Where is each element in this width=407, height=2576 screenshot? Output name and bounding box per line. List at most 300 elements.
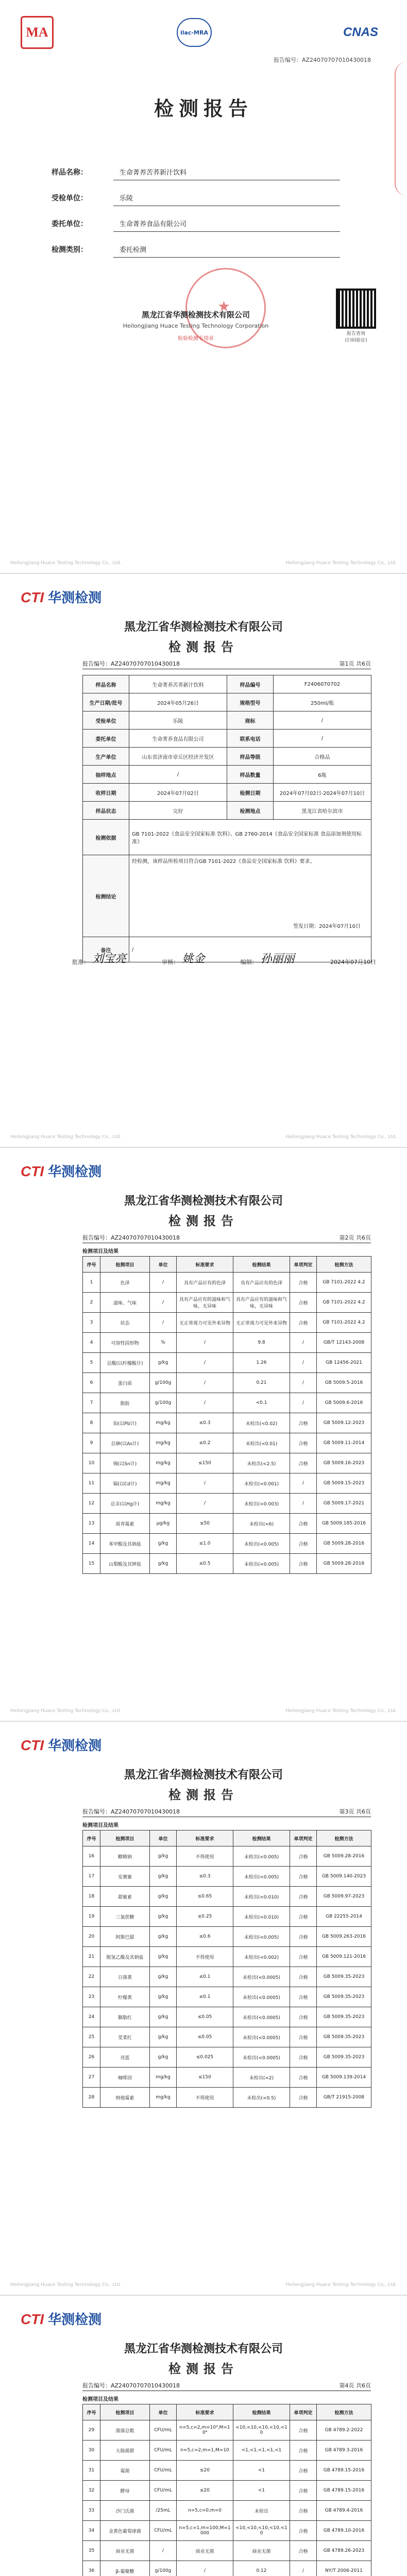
table-cell: <1 xyxy=(233,2461,290,2481)
results-table xyxy=(82,1256,371,1574)
table-cell: 35 xyxy=(83,2541,100,2561)
table-cell: / xyxy=(150,1313,177,1333)
table-cell: 日落黄 xyxy=(100,1967,150,1987)
table-cell: 15 xyxy=(83,1554,100,1574)
page-number: 第4页 共6页 xyxy=(339,2382,371,2389)
table-cell: ≤0.05 xyxy=(177,2007,233,2027)
table-row xyxy=(83,1967,371,1987)
table-cell: GB 5009.139-2014 xyxy=(317,2067,371,2088)
reviewer-signature: 姚金 xyxy=(182,953,205,965)
table-cell: 合格 xyxy=(290,1554,317,1574)
table-cell: /25mL xyxy=(150,2501,177,2521)
column-header: 标准要求 xyxy=(177,1831,233,1846)
column-header: 标准要求 xyxy=(177,1257,233,1273)
table-cell: 合格 xyxy=(290,1413,317,1433)
table-cell: GB 5009.97-2023 xyxy=(317,1887,371,1907)
table-cell: 合格 xyxy=(290,1967,317,1987)
column-header: 检测结果 xyxy=(233,1831,290,1846)
table-cell: CFU/mL xyxy=(150,2441,177,2461)
table-row xyxy=(83,1293,371,1313)
footer-right: Heilongjiang Huace Testing Technology Co., Ltd. xyxy=(285,1134,397,1140)
table-cell: 合格 xyxy=(290,2088,317,2108)
page-company: 黑龙江省华测检测技术有限公司 xyxy=(124,2343,283,2355)
page-report-no: 报告编号：AZ24070707010430018 xyxy=(82,1234,180,1241)
table-cell: 未检出(<0.005) xyxy=(233,1554,290,1574)
table-cell: 金黄色葡萄球菌 xyxy=(100,2521,150,2541)
table-cell: g/kg xyxy=(150,1534,177,1554)
cover-field-value: 生命菁养苦荞新汁饮料 xyxy=(113,167,340,180)
table-cell: 阿斯巴甜 xyxy=(100,1927,150,1947)
summary-value: 乐陵 xyxy=(129,711,227,730)
summary-row xyxy=(83,766,371,784)
table-cell: 未检出(<0.0005) xyxy=(233,2027,290,2047)
summary-row-basis xyxy=(83,820,371,855)
qr-code[interactable] xyxy=(336,289,376,329)
cover-field-value: 委托检测 xyxy=(113,244,340,258)
summary-value: 黑龙江省哈尔滨市 xyxy=(274,802,371,820)
page-meta xyxy=(82,1233,371,1242)
table-cell: 22 xyxy=(83,1967,100,1987)
cover-field-label: 委托单位： xyxy=(52,220,88,228)
table-cell: <1 xyxy=(233,2481,290,2501)
table-cell: 未检出(<0.0005) xyxy=(233,1967,290,1987)
table-row xyxy=(83,2007,371,2027)
table-cell: 18 xyxy=(83,1887,100,1907)
table-cell: 色泽 xyxy=(100,1273,150,1293)
table-cell: 合格 xyxy=(290,2027,317,2047)
table-row xyxy=(83,1393,371,1413)
table-cell: GB 4789.15-2016 xyxy=(317,2461,371,2481)
maker-label: 编制： xyxy=(240,959,258,965)
table-cell: <0.1 xyxy=(233,1393,290,1413)
summary-label: 抽样地点 xyxy=(83,766,129,784)
table-cell: 0.12 xyxy=(233,2561,290,2576)
summary-label: 联系电话 xyxy=(227,730,274,748)
table-cell: 24 xyxy=(83,2007,100,2027)
table-row xyxy=(83,1353,371,1373)
summary-value: 250ml/瓶 xyxy=(274,693,371,711)
conclusion-text: 经检测，该样品所检项目符合GB 7101-2022《食品安全国家标准 饮料》要求。 xyxy=(132,859,315,865)
summary-row xyxy=(83,693,371,711)
column-header: 单项判定 xyxy=(290,1257,317,1273)
table-cell: 8 xyxy=(83,1413,100,1433)
summary-label: 检测日期 xyxy=(227,784,274,802)
table-cell: ≤0.3 xyxy=(177,1867,233,1887)
table-cell: / xyxy=(290,2561,317,2576)
table-cell: 5 xyxy=(83,1353,100,1373)
table-row xyxy=(83,1453,371,1473)
results-section-title: 检测项目及结果 xyxy=(82,2397,118,2402)
table-cell: 具有产品应有的色泽 xyxy=(177,1273,233,1293)
summary-value: 完好 xyxy=(129,802,227,820)
table-cell: / xyxy=(177,1473,233,1494)
page-footer xyxy=(10,1708,397,1714)
table-cell: ≤0.1 xyxy=(177,1987,233,2007)
table-cell: GB 5009.16-2023 xyxy=(317,1453,371,1473)
report-number: 报告编号：AZ24070707010430018 xyxy=(273,57,371,63)
table-row xyxy=(83,1887,371,1907)
table-row xyxy=(83,1514,371,1534)
table-cell: 甜蜜素 xyxy=(100,1887,150,1907)
table-row xyxy=(83,1987,371,2007)
table-cell: GB 5009.12-2023 xyxy=(317,1413,371,1433)
table-cell: GB 7101-2022 4.2 xyxy=(317,1293,371,1313)
table-cell: 未检出(<0.005) xyxy=(233,1927,290,1947)
table-cell: GB/T 12143-2008 xyxy=(317,1333,371,1353)
table-cell: 合格 xyxy=(290,1453,317,1473)
table-row xyxy=(83,1333,371,1353)
table-cell: 2 xyxy=(83,1293,100,1313)
cover-field-value: 乐陵 xyxy=(113,193,340,206)
table-cell: / xyxy=(290,1494,317,1514)
table-cell: GB 7101-2022 4.2 xyxy=(317,1273,371,1293)
column-header: 序号 xyxy=(83,1831,100,1846)
table-cell: 23 xyxy=(83,1987,100,2007)
table-row xyxy=(83,1947,371,1967)
footer-right: Heilongjiang Huace Testing Technology Co., Ltd. xyxy=(285,1708,397,1714)
results-section-title: 检测项目及结果 xyxy=(82,1823,118,1828)
table-cell: 霉菌 xyxy=(100,2461,150,2481)
page-number: 第2页 共6页 xyxy=(339,1234,371,1241)
table-cell: / xyxy=(150,1293,177,1313)
table-cell: 未检出(<0.02) xyxy=(233,1413,290,1433)
table-cell: GB 7101-2022 4.2 xyxy=(317,1313,371,1333)
table-cell: CFU/mL xyxy=(150,2481,177,2501)
column-header: 检测方法 xyxy=(317,2404,371,2420)
table-cell: ≤150 xyxy=(177,2067,233,2088)
table-cell: 未检出 xyxy=(233,2501,290,2521)
table-cell: 脱氢乙酸及其钠盐 xyxy=(100,1947,150,1967)
table-cell: / xyxy=(290,1353,317,1373)
page-number: 第1页 共6页 xyxy=(339,660,371,667)
table-cell: 未检出(<0.0005) xyxy=(233,2047,290,2067)
footer-right: Heilongjiang Huace Testing Technology Co., Ltd. xyxy=(285,2282,397,2287)
column-header: 检测项目 xyxy=(100,1257,150,1273)
results-section-title: 检测项目及结果 xyxy=(82,1249,118,1255)
summary-value: 2024年07月02日 xyxy=(129,784,227,802)
table-cell: 合格 xyxy=(290,1887,317,1907)
table-cell: 19 xyxy=(83,1907,100,1927)
table-cell: / xyxy=(150,2541,177,2561)
table-cell: 合格 xyxy=(290,2481,317,2501)
table-cell: g/100g xyxy=(150,1373,177,1393)
results-page xyxy=(0,1148,407,1722)
column-header: 检测结果 xyxy=(233,2404,290,2420)
cover-page xyxy=(0,0,407,574)
summary-label: 规格型号 xyxy=(227,693,274,711)
qr-caption: 报告查询 (扫码验证) xyxy=(345,331,367,343)
column-header: 单位 xyxy=(150,1257,177,1273)
table-cell: 未检出(<0.003) xyxy=(233,1494,290,1514)
page-footer xyxy=(10,2282,397,2287)
table-cell: 蛋白质 xyxy=(100,1373,150,1393)
table-cell: CFU/mL xyxy=(150,2420,177,2441)
table-cell: GB 5009.140-2023 xyxy=(317,1867,371,1887)
cti-logo-text: CTI xyxy=(21,1737,44,1753)
issue-date: 签发日期：2024年07月10日 xyxy=(293,924,361,929)
summary-value: 合格品 xyxy=(274,748,371,766)
column-header: 序号 xyxy=(83,2404,100,2420)
cti-logo-cn: 华测检测 xyxy=(48,1738,102,1754)
table-cell: 总汞(以Hg计) xyxy=(100,1494,150,1514)
table-cell: 3 xyxy=(83,1313,100,1333)
table-cell: 21 xyxy=(83,1947,100,1967)
table-cell: <10,<10,<10,<10,<10 xyxy=(233,2420,290,2441)
table-cell: 未检出(<0.005) xyxy=(233,1846,290,1867)
table-cell: 展青霉素 xyxy=(100,1514,150,1534)
table-row xyxy=(83,2067,371,2088)
table-cell: GB 5009.185-2016 xyxy=(317,1514,371,1534)
table-cell: mg/kg xyxy=(150,1413,177,1433)
cti-logo-text: CTI xyxy=(21,589,44,605)
table-cell: g/kg xyxy=(150,1947,177,1967)
summary-remarks: / xyxy=(129,937,371,962)
results-header-row xyxy=(83,1257,371,1273)
table-cell: CFU/mL xyxy=(150,2461,177,2481)
summary-value: F2406070702 xyxy=(274,675,371,693)
table-cell: ≤0.025 xyxy=(177,2047,233,2067)
table-cell: ≤150 xyxy=(177,1453,233,1473)
footer-right: Heilongjiang Huace Testing Technology Co., Ltd. xyxy=(285,561,397,566)
table-cell: GB 5009.15-2023 xyxy=(317,1473,371,1494)
table-cell: 具有产品应有的滋味和气味，无异味 xyxy=(233,1293,290,1313)
table-cell: ≤0.05 xyxy=(177,2027,233,2047)
cover-field-label: 检测类别： xyxy=(52,246,88,254)
table-cell: GB 5009.5-2016 xyxy=(317,1373,371,1393)
table-cell: mg/kg xyxy=(150,1433,177,1453)
summary-label: 检测结论 xyxy=(83,855,129,937)
summary-value: / xyxy=(129,766,227,784)
summary-label: 样品状态 xyxy=(83,802,129,820)
page-company: 黑龙江省华测检测技术有限公司 xyxy=(124,621,283,634)
table-cell: 商业无菌 xyxy=(233,2541,290,2561)
table-cell: g/kg xyxy=(150,1887,177,1907)
summary-label: 受检单位 xyxy=(83,711,129,730)
table-row xyxy=(83,1907,371,1927)
table-cell: 未检出(<6) xyxy=(233,1514,290,1534)
table-row xyxy=(83,2561,371,2576)
table-cell: 糖精钠 xyxy=(100,1846,150,1867)
summary-value: 2024年07月02日-2024年07月10日 xyxy=(274,784,371,802)
seal-text: 检验检测专用章 xyxy=(178,336,214,342)
table-cell: GB 5009.17-2021 xyxy=(317,1494,371,1514)
column-header: 标准要求 xyxy=(177,2404,233,2420)
summary-basis: GB 7101-2022《食品安全国家标准 饮料》、GB 2760-2014《食品安全国家标准 食品添加剂使用标准》 xyxy=(129,820,371,855)
maker-block xyxy=(241,950,295,966)
table-row xyxy=(83,2420,371,2441)
table-cell: GB/T 21915-2008 xyxy=(317,2088,371,2108)
table-cell: n=5,c=2,m=10²,M=10⁴ xyxy=(177,2420,233,2441)
table-row xyxy=(83,1413,371,1433)
table-cell: g/kg xyxy=(150,1987,177,2007)
table-cell: g/kg xyxy=(150,1907,177,1927)
summary-value: 2024年05月26日 xyxy=(129,693,227,711)
table-cell: g/kg xyxy=(150,2027,177,2047)
table-cell: g/kg xyxy=(150,1353,177,1373)
table-cell: 合格 xyxy=(290,2047,317,2067)
table-row xyxy=(83,2027,371,2047)
table-cell: 三氯蔗糖 xyxy=(100,1907,150,1927)
approver-label: 批准： xyxy=(72,959,89,965)
table-cell: 合格 xyxy=(290,2441,317,2461)
table-cell: GB 5009.35-2023 xyxy=(317,2007,371,2027)
column-header: 检测项目 xyxy=(100,1831,150,1846)
table-cell: / xyxy=(177,1333,233,1353)
table-cell: mg/kg xyxy=(150,2067,177,2088)
table-cell: β-葡聚糖 xyxy=(100,2561,150,2576)
table-cell: 菌落总数 xyxy=(100,2420,150,2441)
table-cell: 未检出(<0.005) xyxy=(233,1534,290,1554)
table-cell: 柠檬黄 xyxy=(100,1987,150,2007)
table-row xyxy=(83,1273,371,1293)
table-cell: GB 5009.11-2014 xyxy=(317,1433,371,1453)
table-row xyxy=(83,2541,371,2561)
table-cell: CFU/mL xyxy=(150,2521,177,2541)
maker-signature: 孙丽丽 xyxy=(260,953,295,965)
table-cell: μg/kg xyxy=(150,1514,177,1534)
table-cell: ≤0.3 xyxy=(177,1413,233,1433)
table-cell: 合格 xyxy=(290,1293,317,1313)
signature-row xyxy=(72,950,376,966)
table-cell: 不得使用 xyxy=(177,2088,233,2108)
page-meta xyxy=(82,2381,371,2389)
table-cell: 咖啡因 xyxy=(100,2067,150,2088)
table-cell: 合格 xyxy=(290,2420,317,2441)
summary-label: 样品等级 xyxy=(227,748,274,766)
table-cell: <1,<1,<1,<1,<1 xyxy=(233,2441,290,2461)
table-cell: 纳他霉素 xyxy=(100,2088,150,2108)
table-cell: / xyxy=(177,1373,233,1393)
ilac-logo: ilac-MRA xyxy=(177,18,212,47)
cover-logos xyxy=(21,14,386,50)
table-cell: ≤0.65 xyxy=(177,1887,233,1907)
table-cell: mg/kg xyxy=(150,2088,177,2108)
table-row xyxy=(83,1846,371,1867)
cover-company-name-en: Heilongjiang Huace Testing Technology Corporation xyxy=(123,323,269,329)
cti-logo-text: CTI xyxy=(21,2311,44,2327)
table-cell: 商业无菌 xyxy=(177,2541,233,2561)
seal-star-icon: ★ xyxy=(217,298,231,315)
table-cell: 合格 xyxy=(290,2007,317,2027)
approver-block xyxy=(72,950,126,966)
page-footer xyxy=(10,1134,397,1140)
cover-field-inspected xyxy=(52,180,340,206)
table-cell: ≤0.25 xyxy=(177,1907,233,1927)
cover-field-label: 受检单位： xyxy=(52,194,88,202)
table-cell: GB 5009.6-2016 xyxy=(317,1393,371,1413)
table-cell: 11 xyxy=(83,1473,100,1494)
table-cell: 合格 xyxy=(290,1846,317,1867)
summary-label: 备注 xyxy=(83,937,129,962)
table-cell: 未检出(<0.002) xyxy=(233,1947,290,1967)
table-cell: 不得使用 xyxy=(177,1846,233,1867)
results-header-row xyxy=(83,1831,371,1846)
table-cell: GB 4789.26-2023 xyxy=(317,2541,371,2561)
table-cell: 未检出(<2.5) xyxy=(233,1453,290,1473)
page-company: 黑龙江省华测检测技术有限公司 xyxy=(124,1769,283,1782)
table-cell: 32 xyxy=(83,2481,100,2501)
table-cell: 商业无菌 xyxy=(100,2541,150,2561)
table-cell: 合格 xyxy=(290,2461,317,2481)
table-cell: GB 4789.3-2016 xyxy=(317,2441,371,2461)
table-cell: GB 5009.28-2016 xyxy=(317,1846,371,1867)
table-cell: g/100g xyxy=(150,1393,177,1413)
table-row xyxy=(83,2441,371,2461)
cti-logo xyxy=(21,1735,101,1754)
table-cell: 合格 xyxy=(290,1987,317,2007)
cover-field-type xyxy=(52,232,340,258)
table-cell: g/kg xyxy=(150,2007,177,2027)
results-page xyxy=(0,2296,407,2576)
table-row xyxy=(83,1494,371,1514)
table-cell: GB 12456-2021 xyxy=(317,1353,371,1373)
table-cell: / xyxy=(290,1373,317,1393)
table-cell: GB 5009.121-2016 xyxy=(317,1947,371,1967)
table-cell: g/kg xyxy=(150,1867,177,1887)
cover-field-value: 生命菁养食品有限公司 xyxy=(113,218,340,232)
page-company: 黑龙江省华测检测技术有限公司 xyxy=(124,1195,283,1208)
table-cell: / xyxy=(177,1353,233,1373)
table-cell: 状态 xyxy=(100,1313,150,1333)
table-cell: 总砷(以As计) xyxy=(100,1433,150,1453)
perforation-seal-mark xyxy=(395,62,407,196)
table-row xyxy=(83,2461,371,2481)
results-table xyxy=(82,1830,371,2108)
table-cell: ≤0.2 xyxy=(177,1433,233,1453)
table-cell: / xyxy=(290,1473,317,1494)
footer-left: Heilongjiang Huace Testing Technology Co., Ltd. xyxy=(10,2282,122,2287)
summary-label: 检测依据 xyxy=(83,820,129,855)
table-cell: / xyxy=(290,1393,317,1413)
table-cell: 不得使用 xyxy=(177,1947,233,1967)
table-cell: 20 xyxy=(83,1927,100,1947)
summary-label: 生产日期/批号 xyxy=(83,693,129,711)
table-cell: g/kg xyxy=(150,1554,177,1574)
summary-row xyxy=(83,730,371,748)
page-report-no: 报告编号：AZ24070707010430018 xyxy=(82,660,180,667)
table-cell: 未检出(<0.0005) xyxy=(233,2007,290,2027)
summary-conclusion xyxy=(129,855,371,937)
cover-field-label: 样品名称： xyxy=(52,168,88,177)
table-cell: mg/kg xyxy=(150,1453,177,1473)
table-cell: 28 xyxy=(83,2088,100,2108)
summary-label: 商标 xyxy=(227,711,274,730)
table-cell: 苯甲酸及其钠盐 xyxy=(100,1534,150,1554)
summary-row xyxy=(83,675,371,693)
summary-label: 生产单位 xyxy=(83,748,129,766)
table-cell: ≤20 xyxy=(177,2481,233,2501)
table-cell: 酵母 xyxy=(100,2481,150,2501)
table-row xyxy=(83,1867,371,1887)
table-cell: 1.26 xyxy=(233,1353,290,1373)
table-cell: 具有产品应有的色泽 xyxy=(233,1273,290,1293)
table-cell: NY/T 2006-2011 xyxy=(317,2561,371,2576)
table-cell: 合格 xyxy=(290,1907,317,1927)
table-cell: n=5,c=2,m=1,M=10 xyxy=(177,2441,233,2461)
cnas-logo: CNAS xyxy=(343,25,378,39)
table-cell: 胭脂红 xyxy=(100,2007,150,2027)
table-cell: 锡(以Sn计) xyxy=(100,1453,150,1473)
summary-label: 样品编号 xyxy=(227,675,274,693)
table-cell: GB 22255-2014 xyxy=(317,1907,371,1927)
cti-logo-cn: 华测检测 xyxy=(48,1164,102,1180)
table-cell: <10,<10,<10,<10,<10 xyxy=(233,2521,290,2541)
table-cell: 合格 xyxy=(290,1534,317,1554)
table-cell: 未检出(<0.01) xyxy=(233,1433,290,1453)
table-cell: 12 xyxy=(83,1494,100,1514)
table-cell: 16 xyxy=(83,1846,100,1867)
table-cell: / xyxy=(177,2561,233,2576)
